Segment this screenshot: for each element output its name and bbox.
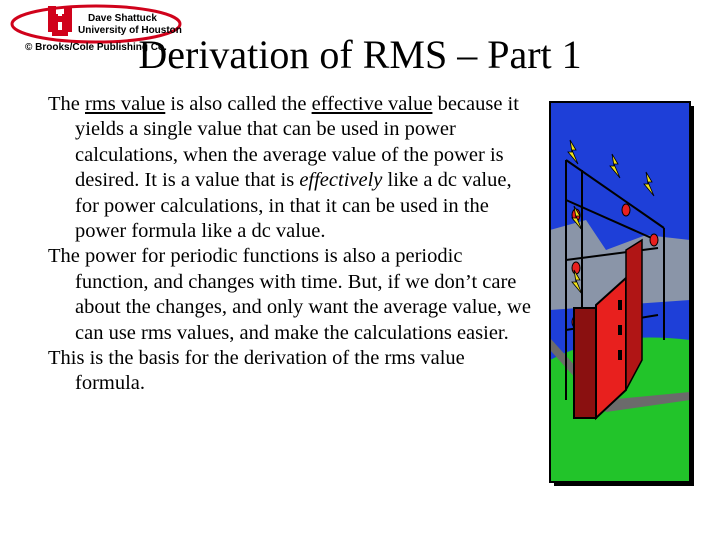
p1-text-d: like a dc value, for power calculations, in that it can be used in the power formula like a dc value. xyxy=(75,169,512,243)
p1-text-b: is also called the xyxy=(165,93,312,115)
p1-text-c: because it yields a single value that can be used in power calculations, when the average value of the power is desired. It is a value that is xyxy=(75,93,519,192)
power-plant-clipart xyxy=(546,100,696,488)
paragraph-1 xyxy=(48,92,538,244)
power-plant-image xyxy=(546,100,696,488)
p1-text-a: The xyxy=(48,93,85,115)
logo-copyright: © Brooks/Cole Publishing Co. xyxy=(25,42,167,53)
effectively-emphasis: effectively xyxy=(299,169,383,192)
paragraph-3: This is the basis for the derivation of the rms value formula. xyxy=(48,347,465,395)
logo-author: Dave Shattuck xyxy=(88,13,157,24)
slide-title: Derivation of RMS – Part 1 xyxy=(138,32,582,77)
paragraph-2: The power for periodic functions is also a periodic function, and changes with time. But, if we don’t care about the changes, and only want the average value, we can use rms values, and make the calculations easier. xyxy=(48,245,531,344)
slide-body xyxy=(48,92,538,397)
effective-value-term: effective value xyxy=(311,93,433,115)
rms-value-term: rms value xyxy=(85,93,166,115)
logo-university: University of Houston xyxy=(78,25,182,36)
